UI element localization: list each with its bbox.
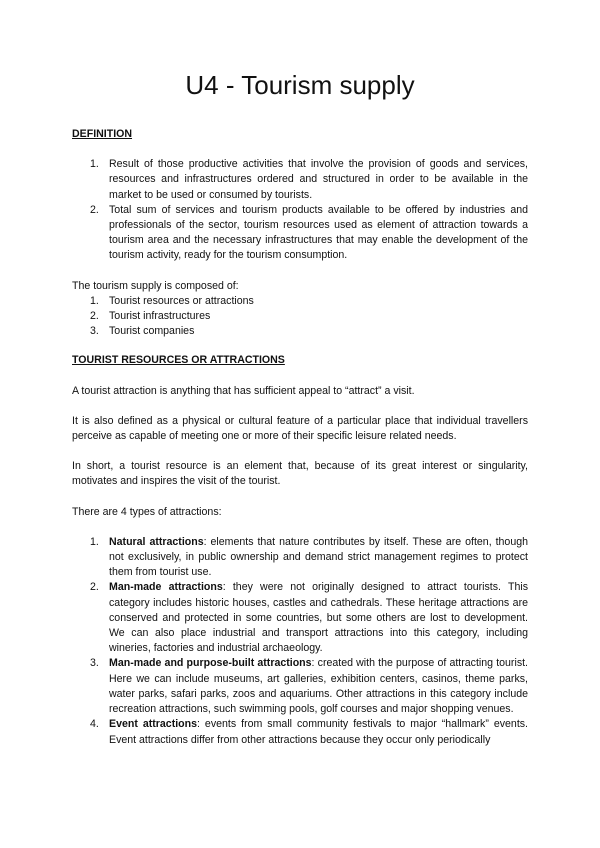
type-label: Event attractions <box>109 718 197 731</box>
composition-intro: The tourism supply is composed of: <box>72 279 239 292</box>
list-number: 2. <box>90 310 99 323</box>
list-item-text: Tourist infrastructures <box>109 310 211 323</box>
list-item <box>72 656 528 717</box>
document-body <box>72 127 528 748</box>
list-item <box>72 309 528 324</box>
type-label: Man-made attractions <box>109 581 223 594</box>
composition-list <box>72 294 528 340</box>
list-item <box>72 324 528 339</box>
attraction-types-list <box>72 535 528 748</box>
list-number: 3. <box>90 325 99 338</box>
list-item <box>72 294 528 309</box>
list-number: 2. <box>90 203 99 216</box>
list-number: 2. <box>90 581 99 594</box>
list-item <box>72 717 528 747</box>
list-item <box>72 535 528 581</box>
type-description: : elements that nature contributes by itself. These are often, though not exclusively, in public ownership and demand strict management regimes to protect them from tourist use. <box>109 535 528 579</box>
list-number: 3. <box>90 657 99 670</box>
resources-paragraph-3: In short, a tourist resource is an element that, because of its great interest or singularity, motivates and inspires the visit of the tourist. <box>72 460 528 488</box>
types-section <box>72 535 528 748</box>
list-number: 1. <box>90 158 99 171</box>
resources-paragraph-2: It is also defined as a physical or cultural feature of a particular place that individual travellers perceive as capable of meeting one or more of their specific leisure related needs. <box>72 414 528 443</box>
type-description: : they were not originally designed to attract tourists. This category includes historic houses, castles and cathedrals. These heritage attractions are conserved and protected in some countries, but some others are lost to development. We can also place industrial and transport attractions into this category, including wineries, factories and industrial archaeology. <box>109 581 528 655</box>
type-label: Man-made and purpose-built attractions <box>109 657 312 670</box>
type-description: : created with the purpose of attracting tourist. Here we can include museums, art galleries, exhibition centers, casinos, theme parks, water parks, safari parks, zoos and aquariums. Other attractions in this category include recreation attractions, such swimming pools, golf courses and major shopping venues. <box>109 657 528 716</box>
list-item-text: Tourist resources or attractions <box>109 294 254 307</box>
list-item-text: Total sum of services and tourism products available to be offered by industries and professionals of the sector, tourism resources used as element of attraction towards a tourism area and the necessary infrastructures that may enable the development of the tourism activity, ready for the tourism consumption. <box>109 203 528 262</box>
type-description: : events from small community festivals to major “hallmark” events. Event attractions differ from other attractions because they occur only periodically <box>109 718 528 746</box>
definition-heading: DEFINITION <box>72 128 133 140</box>
type-label: Natural attractions <box>109 535 204 548</box>
definition-list <box>72 157 528 263</box>
page-title: U4 - Tourism supply <box>185 70 415 100</box>
list-item <box>72 157 528 203</box>
list-item <box>72 203 528 264</box>
list-item-text: Result of those productive activities that involve the provision of goods and services, resources and infrastructures ordered and structured in order to be available in the market to be used or consumed by tourists. <box>109 158 528 201</box>
resources-paragraph-1: A tourist attraction is anything that has sufficient appeal to “attract” a visit. <box>72 384 415 397</box>
list-number: 1. <box>90 294 99 307</box>
list-item <box>72 580 528 656</box>
types-intro: There are 4 types of attractions: <box>72 505 222 518</box>
resources-heading: TOURIST RESOURCES OR ATTRACTIONS <box>72 354 285 367</box>
list-number: 4. <box>90 718 99 731</box>
list-number: 1. <box>90 535 99 548</box>
list-item-text: Tourist companies <box>109 325 195 338</box>
